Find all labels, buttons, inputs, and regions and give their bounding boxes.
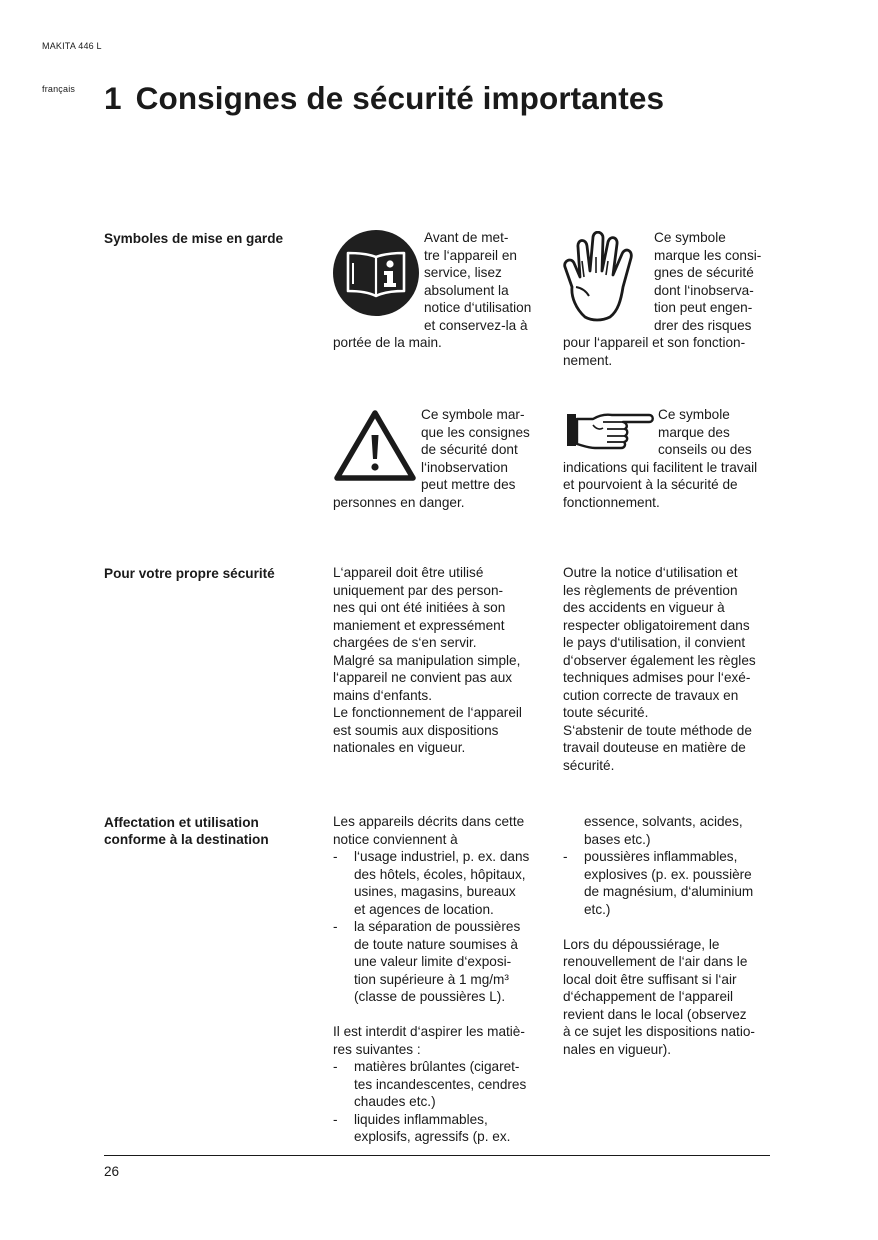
own-safety-column-1: L‘appareil doit être utilisé uniquement par des person- nes qui ont été initiées à son maniement et expressément chargées de s‘en servir. Malgré sa manipulation simple, l‘appareil ne convient pas aux mains d‘enfants. Le fonctionnement de l‘appareil est soumis aux dispositions nationales en vigueur.	[333, 565, 522, 755]
chapter-number: 1	[104, 80, 122, 116]
manual-symbol-text: Avant de met- tre l‘appareil en service, lisez absolument la notice d‘utilisation et conservez-la à portée de la main.	[333, 230, 532, 350]
list-item: - liquides inflammables, explosifs, agressifs (p. ex.	[333, 1111, 558, 1146]
list-item: - la séparation de poussières de toute nature soumises à une valeur limite d‘exposi- tion supérieure à 1 mg/m³ (classe de poussières L).	[333, 918, 558, 1006]
list-item: - matières brûlantes (cigaret- tes incandescentes, cendres chaudes etc.)	[333, 1058, 558, 1111]
page-title	[104, 80, 664, 117]
hand-symbol-text: Ce symbole marque les consi- gnes de sécurité dont l‘inobserva- tion peut engen- drer des risques pour l‘appareil et son fonction- nement.	[563, 230, 762, 368]
footer-divider	[104, 1155, 770, 1156]
document-model-label: MAKITA 446 L	[42, 41, 102, 51]
section-heading-own-safety: Pour votre propre sécurité	[104, 566, 275, 581]
language-label: français	[42, 84, 76, 94]
chapter-title: Consignes de sécurité importantes	[135, 80, 665, 116]
warning-symbol-text: Ce symbole mar- que les consignes de sécurité dont l‘inobservation peut mettre des personnes en danger.	[333, 407, 530, 510]
list-item: - l‘usage industriel, p. ex. dans des hôtels, écoles, hôpitaux, usines, magasins, bureaux et agences de location.	[333, 848, 558, 918]
section-heading-intended-use: Affectation et utilisation conforme à la destination	[104, 815, 269, 848]
own-safety-column-2: Outre la notice d‘utilisation et les règlements de prévention des accidents en vigueur à respecter obligatoirement dans le pays d‘utilisation, il convient d‘observer également les règles techniques admises pour l‘exé- cution correcte de travaux en toute sécurité. S‘abstenir de toute méthode de travail douteuse en matière de sécurité.	[563, 565, 756, 773]
section-heading-symbols: Symboles de mise en garde	[104, 231, 284, 246]
list-item: - poussières inflammables, explosives (p. ex. poussière de magnésium, d‘aluminium etc.)	[563, 848, 778, 918]
page-number: 26	[104, 1164, 120, 1179]
intended-use-column-1: Les appareils décrits dans cette notice conviennent à - l‘usage industriel, p. ex. dans des hôtels, écoles, hôpitaux, usines, magasins, bureaux et agences de location. - la séparation de poussières de toute nature soumises à une valeur limite d‘exposi- tion supérieure à 1 mg/m³ (classe de poussières L). Il est interdit d‘aspirer les matiè- res suivantes : - matières brûlantes (cigaret- tes incandescentes, cendres chaudes etc.) - liquides inflammables, explosifs, agressifs (p. ex.	[333, 813, 558, 1146]
intended-use-column-2: essence, solvants, acides, bases etc.) - poussières inflammables, explosives (p. ex. poussière de magnésium, d‘aluminium etc.) Lors du dépoussiérage, le renouvellement de l‘air dans le local doit être suffisant si l‘air d‘échappement de l‘appareil revient dans le local (observez à ce sujet les dispositions natio- nales en vigueur).	[563, 813, 778, 1058]
pointer-symbol-text: Ce symbole marque des conseils ou des indications qui facilitent le travail et pourvoient à la sécurité de fonctionnement.	[563, 407, 758, 510]
